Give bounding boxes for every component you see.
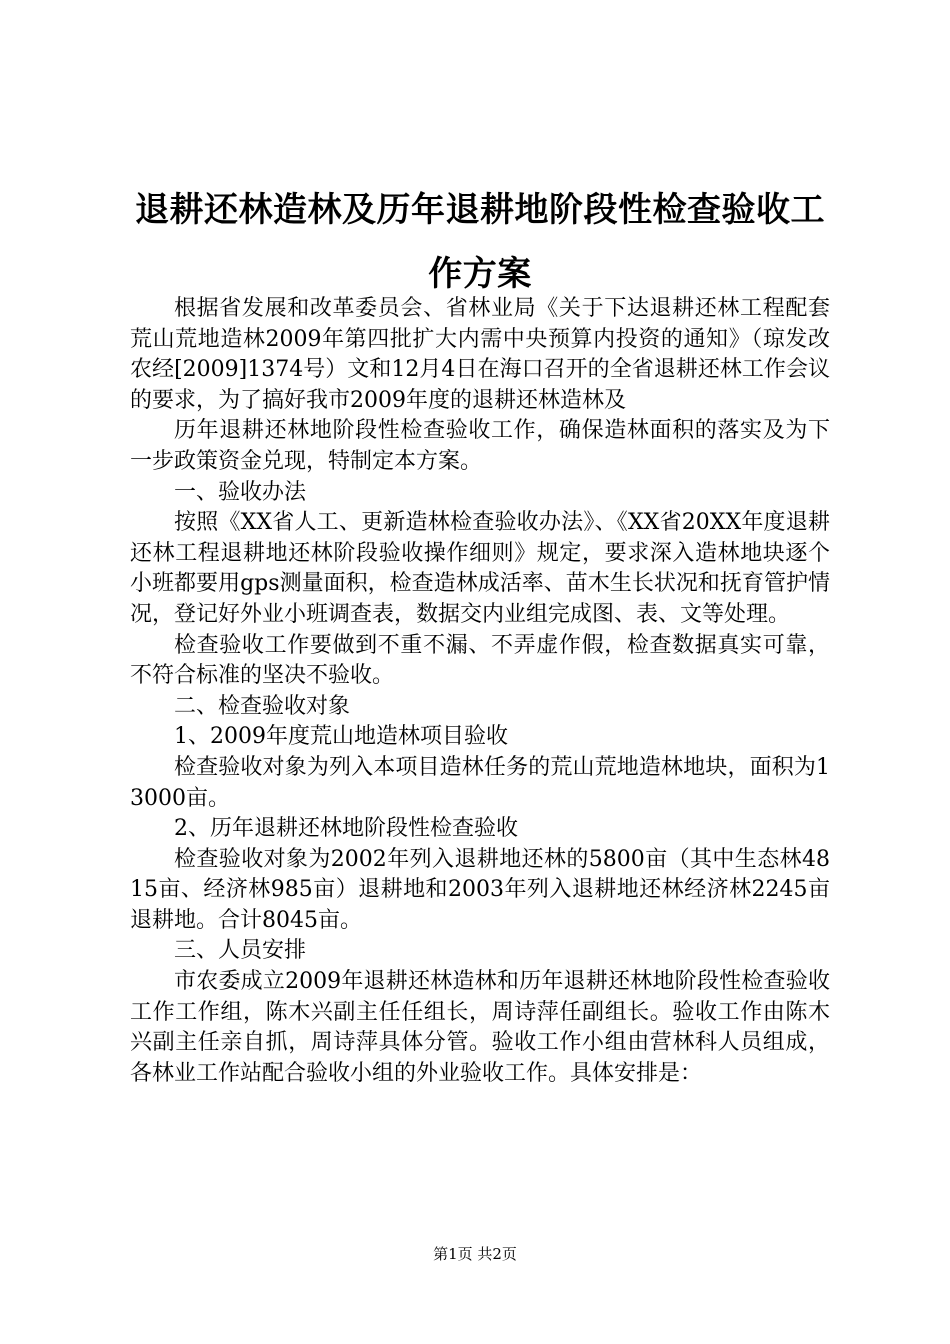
paragraph: 按照《XX省人工、更新造林检查验收办法》、《XX省20XX年度退耕还林工程退耕地还林阶段验收操作细则》规定，要求深入造林地块逐个小班都要用gps测量面积，检查造林成活率、苗木生长状况和抚育管护情况，登记好外业小班调查表，数据交内业组完成图、表、文等处理。 [130, 510, 830, 627]
section-heading: 二、检查验收对象 [174, 693, 351, 719]
subsection-heading: 1、2009年度荒山地造林项目验收 [174, 724, 508, 750]
page-footer: 第1页 共2页 [433, 1245, 517, 1263]
section-heading: 三、人员安排 [174, 938, 307, 964]
paragraph: 检查验收工作要做到不重不漏、不弄虚作假，检查数据真实可靠，不符合标准的坚决不验收。 [130, 632, 830, 689]
paragraph: 检查验收对象为列入本项目造林任务的荒山荒地造林地块，面积为13000亩。 [130, 754, 830, 811]
document-body [130, 294, 830, 1089]
section-heading: 一、验收办法 [174, 479, 307, 505]
paragraph: 根据省发展和改革委员会、省林业局《关于下达退耕还林工程配套荒山荒地造林2009年第四批扩大内需中央预算内投资的通知》（琼发改农经[2009]1374号）文和12月4日在海口召开的全省退耕还林工作会议的要求，为了搞好我市2009年度的退耕还林造林及 [130, 296, 830, 413]
paragraph: 历年退耕还林地阶段性检查验收工作，确保造林面积的落实及为下一步政策资金兑现，特制定本方案。 [130, 418, 830, 474]
paragraph: 检查验收对象为2002年列入退耕地还林的5800亩（其中生态林4815亩、经济林985亩）退耕地和2003年列入退耕地还林经济林2245亩退耕地。合计8045亩。 [130, 846, 830, 933]
paragraph: 市农委成立2009年退耕还林造林和历年退耕还林地阶段性检查验收工作工作组，陈木兴副主任任组长，周诗萍任副组长。验收工作由陈木兴副主任亲自抓，周诗萍具体分管。验收工作小组由营林科人员组成，各林业工作站配合验收小组的外业验收工作。具体安排是： [130, 969, 830, 1086]
document-title: 退耕还林造林及历年退耕地阶段性检查验收工作方案 [135, 190, 825, 294]
subsection-heading: 2、历年退耕还林地阶段性检查验收 [174, 816, 518, 842]
